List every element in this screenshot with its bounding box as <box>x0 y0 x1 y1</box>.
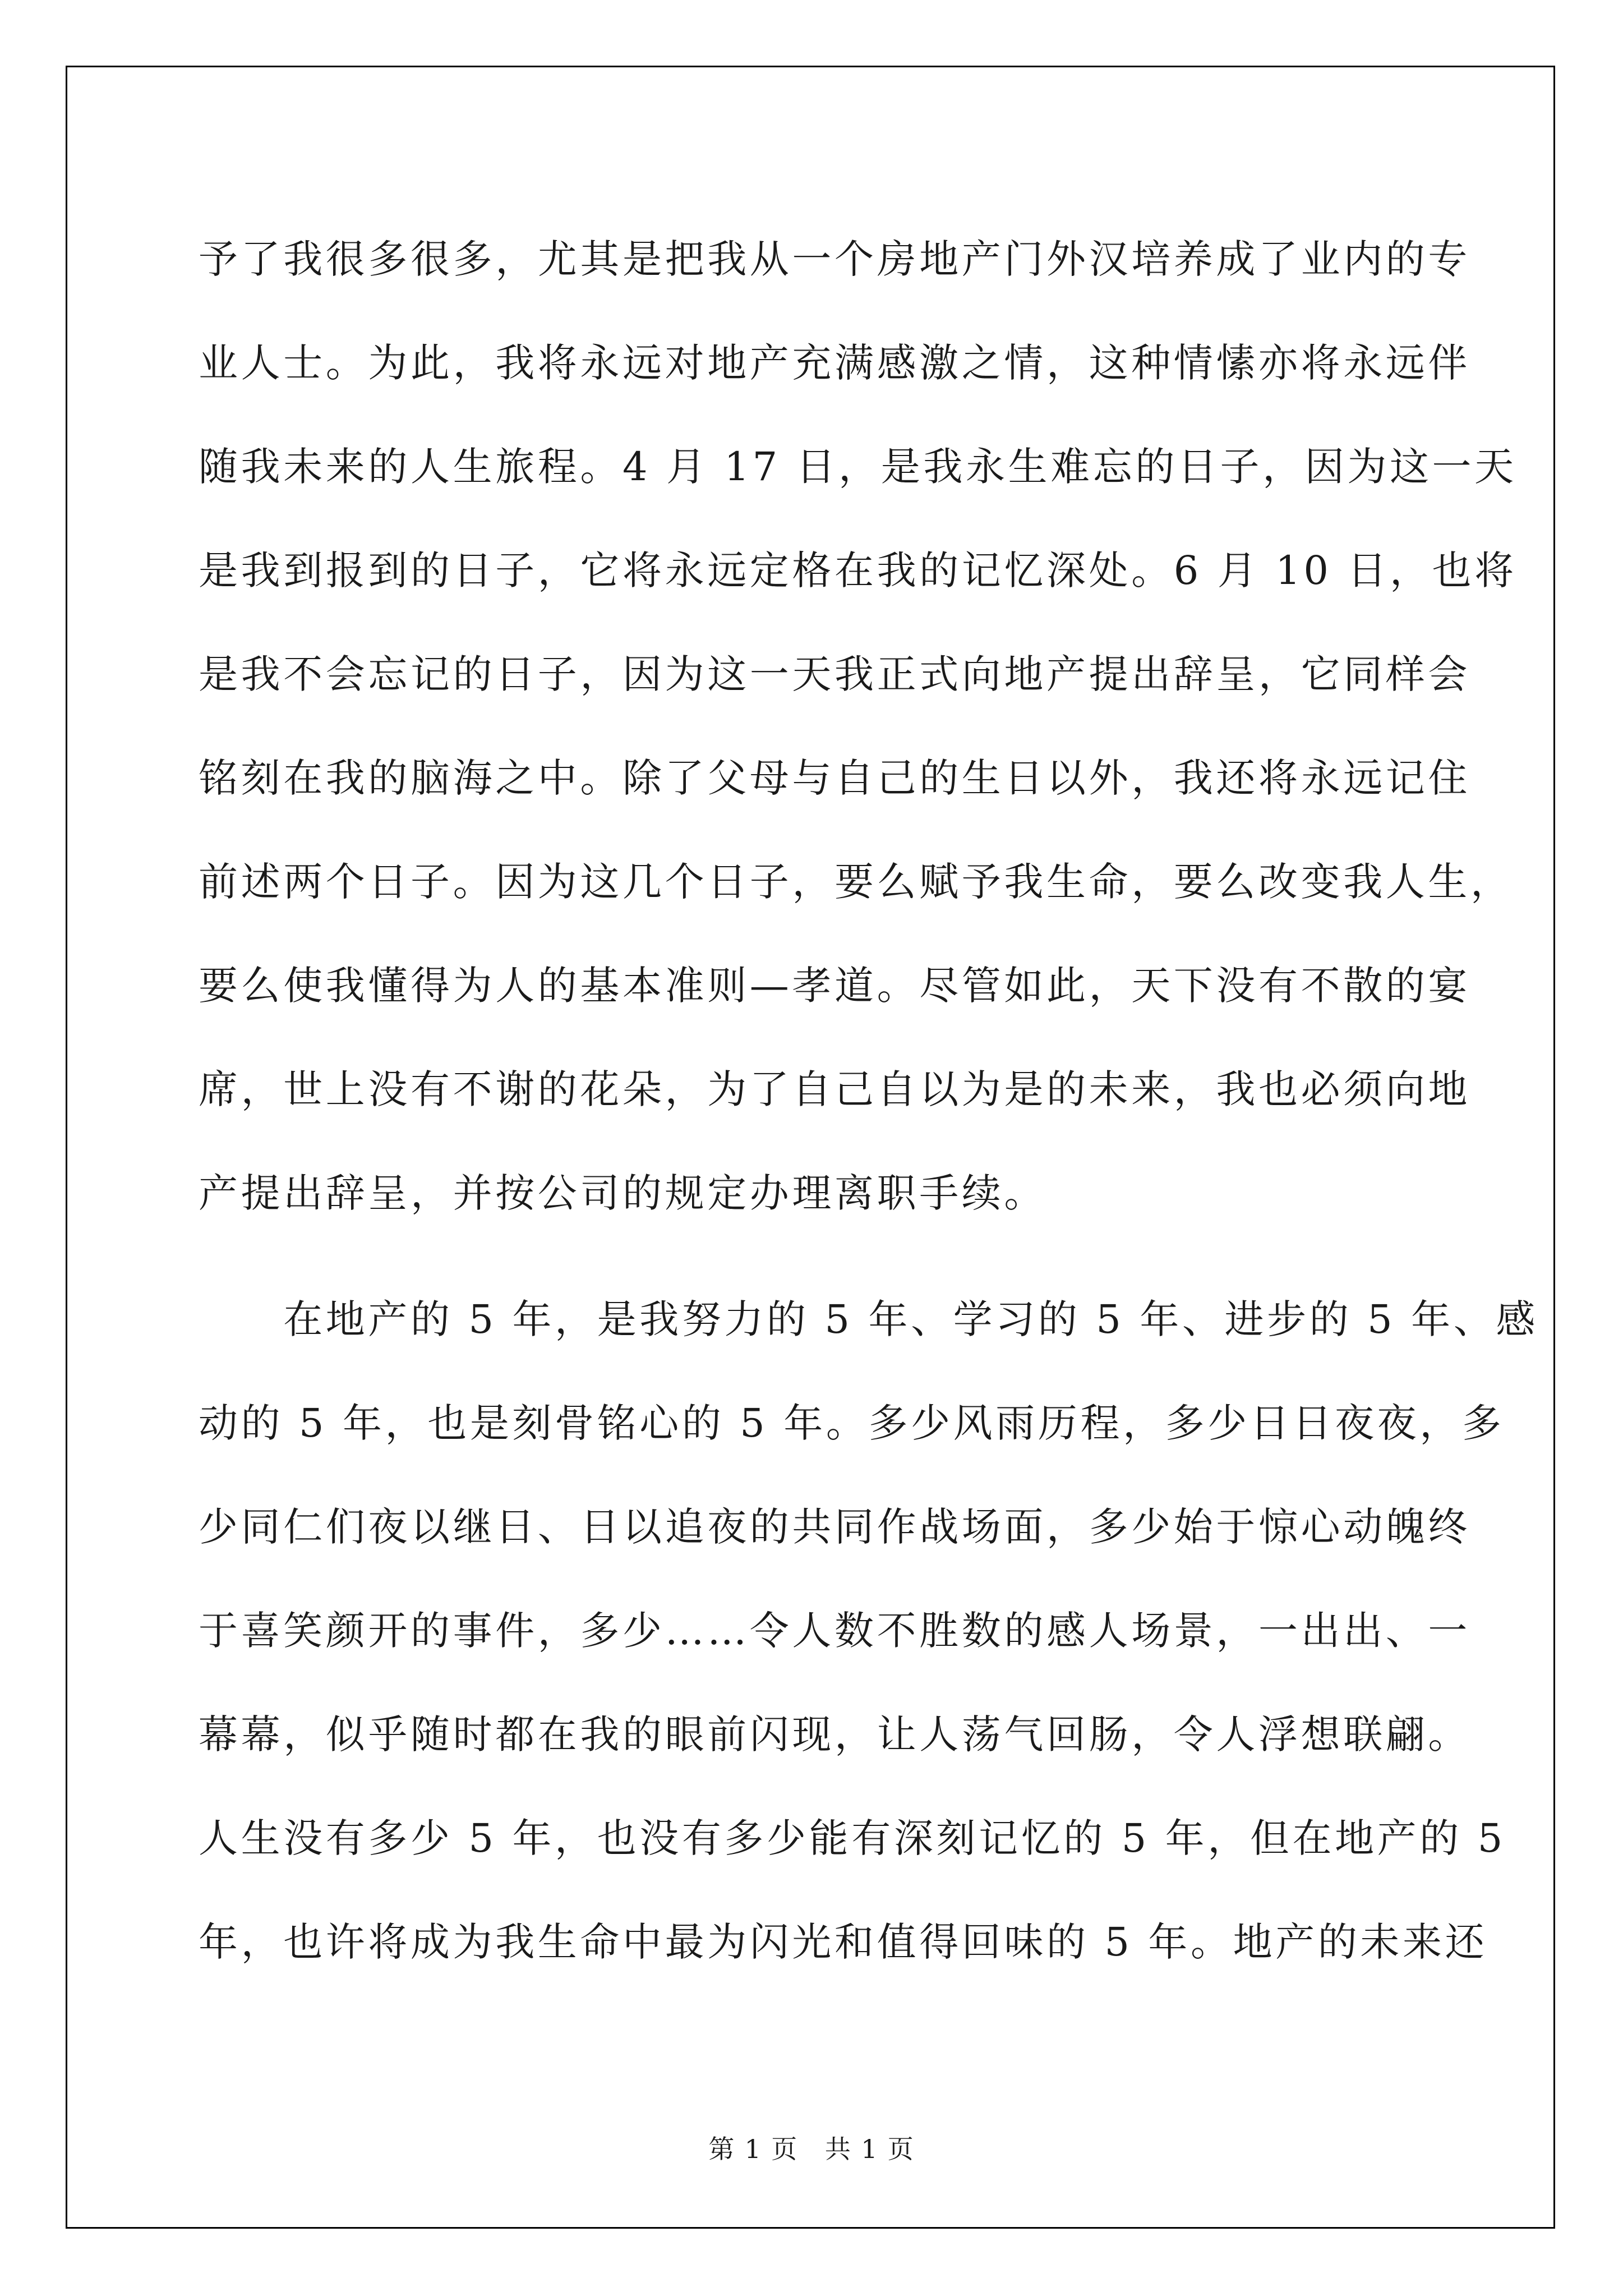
text-line: 在地产的 5 年，是我努力的 5 年、学习的 5 年、进步的 5 年、感 <box>199 1296 1538 1342</box>
text-line: 是我到报到的日子，它将永远定格在我的记忆深处。6 月 10 日，也将 <box>199 547 1517 593</box>
text-line: 业人士。为此，我将永远对地产充满感激之情，这种情愫亦将永远伴 <box>199 340 1470 386</box>
paragraph-2 <box>199 1268 1538 1994</box>
text-line: 前述两个日子。因为这几个日子，要么赋予我生命，要么改变我人生， <box>199 859 1513 905</box>
text-line: 要么使我懂得为人的基本准则—孝道。尽管如此，天下没有不散的宴 <box>199 963 1470 1009</box>
text-line: 铭刻在我的脑海之中。除了父母与自己的生日以外，我还将永远记住 <box>199 755 1470 801</box>
text-line: 席，世上没有不谢的花朵，为了自己自以为是的未来，我也必须向地 <box>199 1066 1470 1112</box>
text-line: 人生没有多少 5 年，也没有多少能有深刻记忆的 5 年，但在地产的 5 <box>199 1815 1506 1861</box>
text-line: 于喜笑颜开的事件，多少……令人数不胜数的感人场景，一出出、一 <box>199 1608 1470 1654</box>
document-body <box>199 208 1538 1994</box>
paragraph-1 <box>199 208 1517 1245</box>
text-line: 少同仁们夜以继日、日以追夜的共同作战场面，多少始于惊心动魄终 <box>199 1504 1470 1550</box>
text-line: 随我未来的人生旅程。4 月 17 日，是我永生难忘的日子，因为这一天 <box>199 444 1517 490</box>
text-line: 是我不会忘记的日子，因为这一天我正式向地产提出辞呈，它同样会 <box>199 651 1470 697</box>
text-line: 产提出辞呈，并按公司的规定办理离职手续。 <box>199 1170 1046 1216</box>
text-line: 予了我很多很多，尤其是把我从一个房地产门外汉培养成了业内的专 <box>199 236 1470 282</box>
text-line: 幕幕，似乎随时都在我的眼前闪现，让人荡气回肠，令人浮想联翩。 <box>199 1711 1470 1757</box>
text-line: 年，也许将成为我生命中最为闪光和值得回味的 5 年。地产的未来还 <box>199 1919 1488 1965</box>
page-number-footer: 第 1 页 共 1 页 <box>708 2134 915 2164</box>
text-line: 动的 5 年，也是刻骨铭心的 5 年。多少风雨历程，多少日日夜夜，多 <box>199 1400 1505 1446</box>
paragraph-gap <box>199 1245 1427 1268</box>
